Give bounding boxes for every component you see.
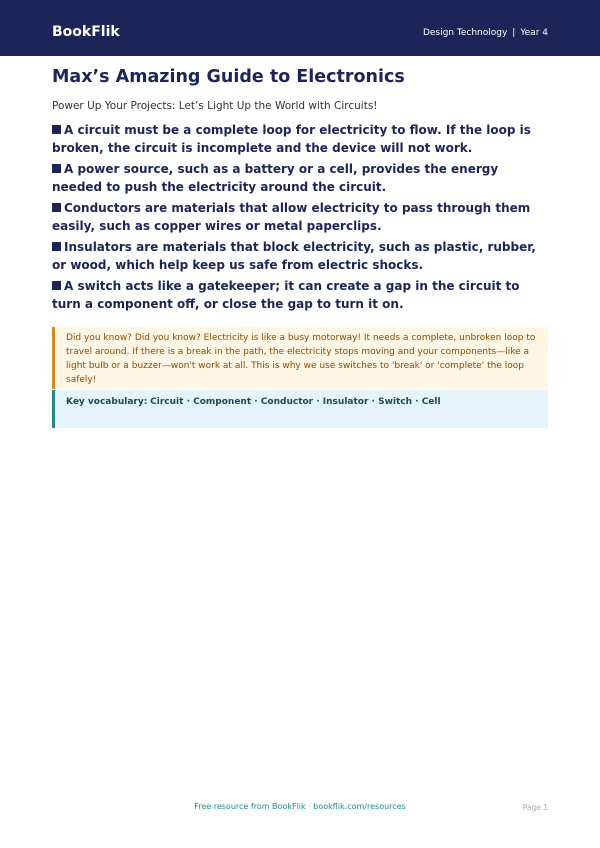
- list-item: [52, 238, 552, 274]
- breadcrumb-subject: Design Technology: [422, 28, 508, 38]
- callout-text: Did you know? Did you know? Electricity is like a busy motorway! It needs a complete, unbroken loop to travel around. If there is a break in the path, the electricity stops moving and your components—like a light bulb or a buzzer—won't work at all. This is why we use switches to 'break' or 'complete' the loop safely!: [66, 333, 536, 385]
- page-title: Max’s Amazing Guide to Electronics: [52, 67, 405, 87]
- square-bullet-icon: [52, 281, 61, 290]
- list-item-text: Conductors are materials that allow electricity to pass through them easily, such as copper wires or metal paperclips.: [52, 201, 531, 233]
- page-number: Page 1: [522, 803, 548, 812]
- breadcrumb-separator: |: [512, 28, 516, 38]
- brand-logo-text[interactable]: BookFlik: [52, 24, 120, 40]
- key-points-list: [52, 121, 552, 316]
- list-item-text: A circuit must be a complete loop for electricity to flow. If the loop is broken, the circuit is incomplete and the device will not work.: [52, 123, 531, 155]
- square-bullet-icon: [52, 242, 61, 251]
- list-item: [52, 277, 552, 313]
- list-item-text: Insulators are materials that block electricity, such as plastic, rubber, or wood, which help keep us safe from electric shocks.: [52, 240, 536, 272]
- list-item: [52, 121, 552, 157]
- square-bullet-icon: [52, 203, 61, 212]
- list-item: [52, 160, 552, 196]
- vocab-terms: Circuit · Component · Conductor · Insulator · Switch · Cell: [150, 397, 441, 407]
- breadcrumb: [423, 27, 548, 39]
- did-you-know-callout: [52, 327, 548, 389]
- key-vocabulary-box: [52, 390, 548, 428]
- square-bullet-icon: [52, 164, 61, 173]
- list-item-text: A power source, such as a battery or a cell, provides the energy needed to push the electricity around the circuit.: [52, 162, 499, 194]
- square-bullet-icon: [52, 125, 61, 134]
- page-subtitle: Power Up Your Projects: Let’s Light Up the World with Circuits!: [52, 100, 378, 112]
- footer-link[interactable]: Free resource from BookFlik · bookflik.com/resources: [194, 802, 406, 811]
- vocab-label: Key vocabulary:: [66, 397, 148, 407]
- list-item-text: A switch acts like a gatekeeper; it can create a gap in the circuit to turn a component off, or close the gap to turn it on.: [52, 279, 520, 311]
- list-item: [52, 199, 552, 235]
- breadcrumb-year: Year 4: [520, 28, 548, 38]
- page-header: [0, 0, 600, 56]
